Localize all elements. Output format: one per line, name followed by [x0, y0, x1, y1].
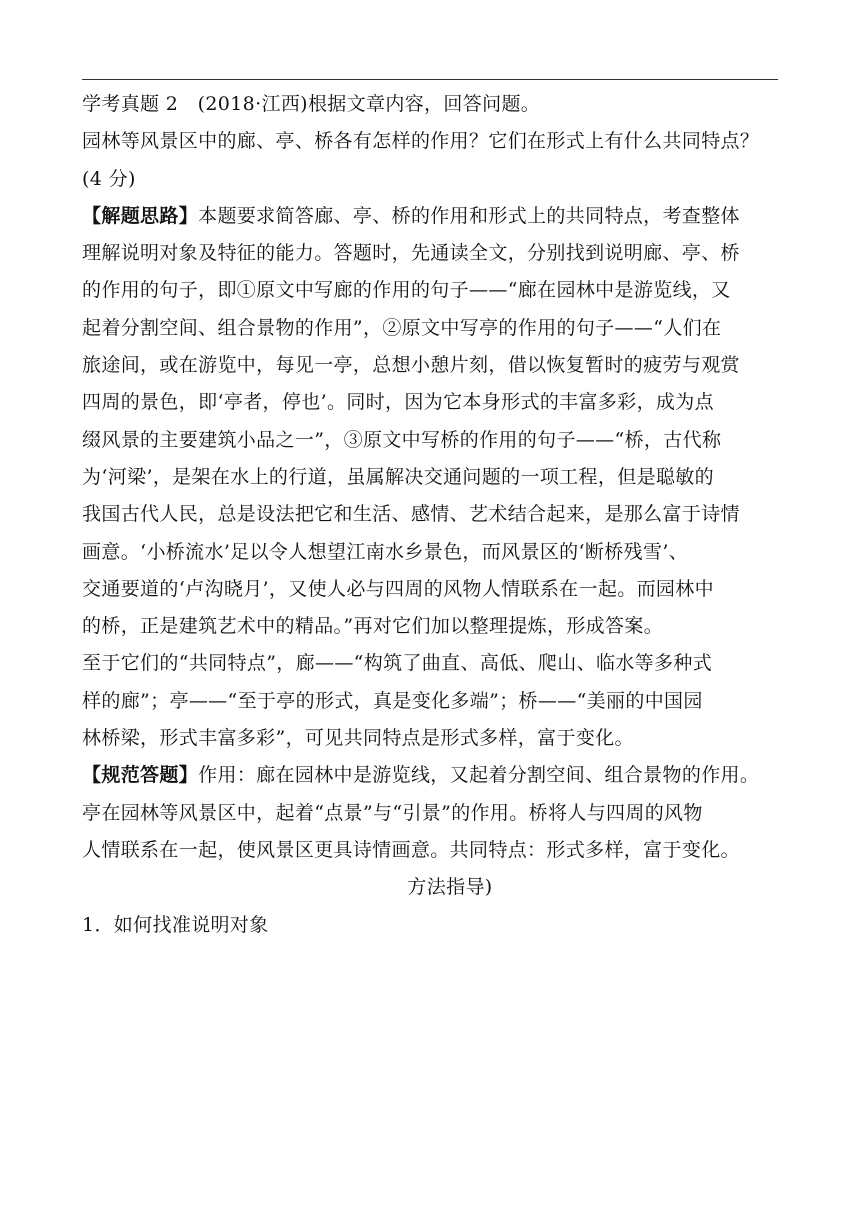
answer-label: 【规范答题】 — [82, 764, 199, 787]
analysis-line: 交通要道的‘卢沟晓月’，又使人必与四周的风物人情联系在一起。而园林中 — [82, 577, 714, 600]
header-rule — [82, 79, 778, 80]
features-line: 至于它们的“共同特点”，廊——“构筑了曲直、高低、爬山、临水等多种式 — [82, 652, 713, 675]
analysis-line: 的桥，正是建筑艺术中的精品。”再对它们加以整理提炼，形成答案。 — [82, 615, 664, 638]
answer-line: 亭在园林等风景区中，起着“点景”与“引景”的作用。桥将人与四周的风物 — [82, 801, 703, 824]
features-line: 林桥梁，形式丰富多彩”，可见共同特点是形式多样，富于变化。 — [82, 727, 634, 750]
section-heading: 方法指导) — [407, 876, 493, 899]
answer-line: 【规范答题】作用：廊在园林中是游览线，又起着分割空间、组合景物的作用。 — [82, 764, 760, 787]
analysis-line: 为‘河梁’，是架在水上的行道，虽属解决交通问题的一项工程，但是聪敏的 — [82, 465, 714, 488]
analysis-line: 旅途间，或在游览中，每见一亭，总想小憩片刻，借以恢复暂时的疲劳与观赏 — [82, 354, 740, 377]
analysis-line: 的作用的句子，即①原文中写廊的作用的句子——“廊在园林中是游览线，又 — [82, 279, 731, 302]
analysis-line: 四周的景色，即‘亭者，停也’。同时，因为它本身形式的丰富多彩，成为点 — [82, 391, 714, 414]
question-header: 学考真题 2 (2018·江西)根据文章内容，回答问题。 — [82, 93, 541, 115]
analysis-line: 画意。‘小桥流水’足以令人想望江南水乡景色，而风景区的‘断桥残雪’、 — [82, 540, 689, 563]
item-1-block — [82, 907, 778, 944]
document-content — [82, 86, 778, 944]
analysis-line: 缀风景的主要建筑小品之一”，③原文中写桥的作用的句子——“桥，古代称 — [82, 428, 722, 451]
question-prompt-line-1: 园林等风景区中的廊、亭、桥各有怎样的作用？它们在形式上有什么共同特点？ — [82, 130, 760, 153]
features-line: 样的廊”；亭——“至于亭的形式，真是变化多端”；桥——“美丽的中国园 — [82, 689, 703, 712]
question-block — [82, 86, 778, 198]
document-page — [82, 0, 778, 1216]
answer-line: 人情联系在一起，使风景区更具诗情画意。共同特点：形式多样，富于变化。 — [82, 838, 740, 861]
item-1-heading: 1．如何找准说明对象 — [82, 913, 269, 936]
analysis-block — [82, 198, 778, 646]
features-block — [82, 645, 778, 757]
analysis-line: 起着分割空间、组合景物的作用”，②原文中写亭的作用的句子——“人们在 — [82, 316, 722, 339]
analysis-line: 【解题思路】本题要求简答廊、亭、桥的作用和形式上的共同特点，考查整体 — [82, 204, 740, 227]
section-heading-block — [82, 869, 778, 906]
question-prompt-line-2: (4 分) — [82, 167, 136, 190]
analysis-line: 理解说明对象及特征的能力。答题时，先通读全文，分别找到说明廊、亭、桥 — [82, 242, 740, 265]
analysis-line: 我国古代人民，总是设法把它和生活、感情、艺术结合起来，是那么富于诗情 — [82, 503, 740, 526]
answer-block — [82, 757, 778, 869]
analysis-label: 【解题思路】 — [82, 204, 199, 227]
